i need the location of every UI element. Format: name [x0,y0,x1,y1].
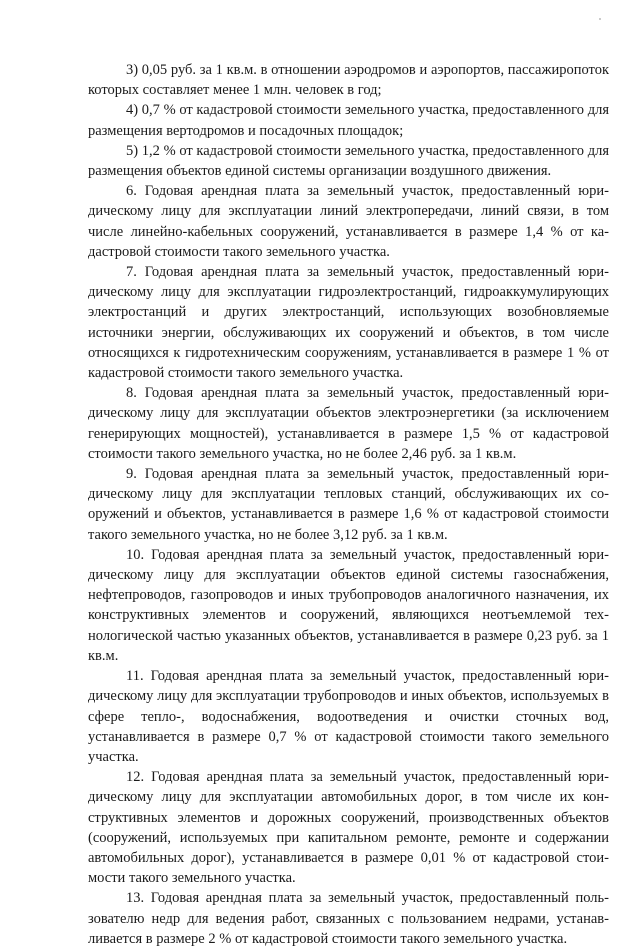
paragraph-13: 13. Годовая арендная плата за земельный участок, предоставленный пользователю недр для ведения работ, связанных с пользованием недрами, устанавливается в размере 2 % от кадастровой стоимости такого земельного участка. [88,890,609,947]
paragraph-12: 12. Годовая арендная плата за земельный участок, предоставленный юридическому лицу для эксплуатации автомобильных дорог, в том числе их конструктивных элементов и дорожных сооружений, производственных объектов (сооружений, используемых при капитальном ремонте, ремонте и содержании автомобильных дорог), устанавливается в размере 0,01 % от кадастровой стоимости такого земельного участка. [88,769,609,887]
paragraph-4: 4) 0,7 % от кадастровой стоимости земельного участка, предоставленного для размещения вертодромов и посадочных площадок; [88,102,609,139]
paragraph-9: 9. Годовая арендная плата за земельный участок, предоставленный юридическому лицу для эксплуатации тепловых станций, обслуживающих их сооружений и объектов, устанавливается в размере 1,6 % от кадастровой стоимости такого земельного участка, но не более 3,12 руб. за 1 кв.м. [88,466,609,543]
paragraph-6: 6. Годовая арендная плата за земельный участок, предоставленный юридическому лицу для эксплуатации линий электропередачи, линий связи, в том числе линейно-кабельных сооружений, устанавливается в размере 1,4 % от кадастровой стоимости такого земельного участка. [88,183,609,260]
paragraph-10: 10. Годовая арендная плата за земельный участок, предоставленный юридическому лицу для эксплуатации объектов единой системы газоснабжения, нефтепроводов, газопроводов и иных трубопроводов аналогичного назначения, их конструктивных элементов и сооружений, являющихся неотъемлемой технологической частью указанных объектов, устанавливается в размере 0,23 руб. за 1 кв.м. [88,546,609,664]
paragraph-7: 7. Годовая арендная плата за земельный участок, предоставленный юридическому лицу для эксплуатации гидроэлектростанций, гидроаккумулирующих электростанций и других электростанций, использующих возобновляемые источники энергии, обслуживающих их сооружений и объектов, в том числе относящихся к гидротехническим сооружениям, устанавливается в размере 1 % от кадастровой стоимости такого земельного участка. [88,264,609,382]
scan-speck [599,18,601,20]
paragraph-5: 5) 1,2 % от кадастровой стоимости земельного участка, предоставленного для размещения объектов единой системы организации воздушного движения. [88,142,609,180]
paragraph-11: 11. Годовая арендная плата за земельный участок, предоставленный юридическому лицу для эксплуатации трубопроводов и иных объектов, используемых в сфере тепло-, водоснабжения, водоотведения и очистки сточных вод, устанавливается в размере 0,7 % от кадастровой стоимости такого земельного участка. [88,668,609,765]
paragraph-3: 3) 0,05 руб. за 1 кв.м. в отношении аэродромов и аэропортов, пассажиропоток которых составляет менее 1 млн. человек в год; [88,62,609,99]
document-body [88,60,609,949]
paragraph-8: 8. Годовая арендная плата за земельный участок, предоставленный юридическому лицу для эксплуатации объектов электроэнергетики (за исключением генерирующих мощностей), устанавливается в размере 1,5 % от кадастровой стоимости такого земельного участка, но не более 2,46 руб. за 1 кв.м. [88,385,609,462]
